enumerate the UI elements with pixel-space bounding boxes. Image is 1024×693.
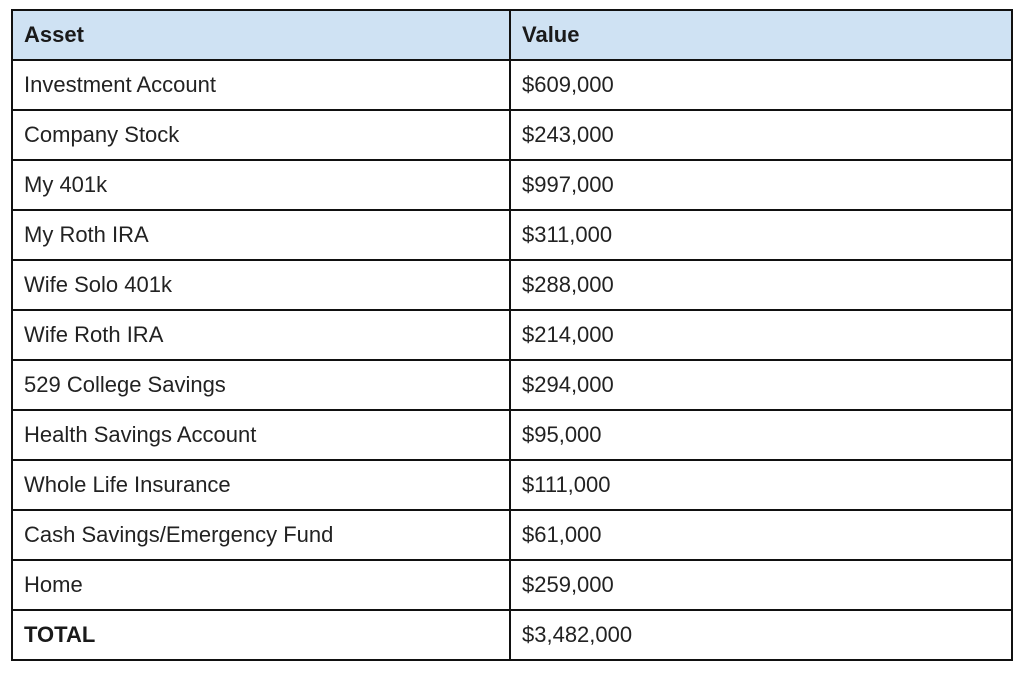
value-cell: $311,000 (510, 210, 1012, 260)
asset-cell: Wife Roth IRA (12, 310, 510, 360)
value-cell: $95,000 (510, 410, 1012, 460)
total-value: $3,482,000 (510, 610, 1012, 660)
table-row (12, 160, 1012, 210)
table-row (12, 410, 1012, 460)
assets-table (11, 9, 1013, 661)
total-row (12, 610, 1012, 660)
table-row (12, 460, 1012, 510)
value-cell: $288,000 (510, 260, 1012, 310)
asset-cell: Wife Solo 401k (12, 260, 510, 310)
value-cell: $111,000 (510, 460, 1012, 510)
value-cell: $997,000 (510, 160, 1012, 210)
table-row (12, 560, 1012, 610)
asset-cell: My Roth IRA (12, 210, 510, 260)
value-cell: $243,000 (510, 110, 1012, 160)
asset-cell: Cash Savings/Emergency Fund (12, 510, 510, 560)
assets-table-container (11, 9, 1013, 661)
table-row (12, 310, 1012, 360)
column-header-value: Value (510, 10, 1012, 60)
column-header-asset: Asset (12, 10, 510, 60)
table-row (12, 60, 1012, 110)
table-row (12, 510, 1012, 560)
asset-cell: Whole Life Insurance (12, 460, 510, 510)
asset-cell: 529 College Savings (12, 360, 510, 410)
total-label: TOTAL (12, 610, 510, 660)
table-row (12, 260, 1012, 310)
table-header-row (12, 10, 1012, 60)
table-row (12, 210, 1012, 260)
value-cell: $61,000 (510, 510, 1012, 560)
table-row (12, 110, 1012, 160)
asset-cell: Investment Account (12, 60, 510, 110)
asset-cell: Company Stock (12, 110, 510, 160)
value-cell: $214,000 (510, 310, 1012, 360)
value-cell: $609,000 (510, 60, 1012, 110)
asset-cell: My 401k (12, 160, 510, 210)
asset-cell: Home (12, 560, 510, 610)
table-row (12, 360, 1012, 410)
value-cell: $294,000 (510, 360, 1012, 410)
asset-cell: Health Savings Account (12, 410, 510, 460)
value-cell: $259,000 (510, 560, 1012, 610)
